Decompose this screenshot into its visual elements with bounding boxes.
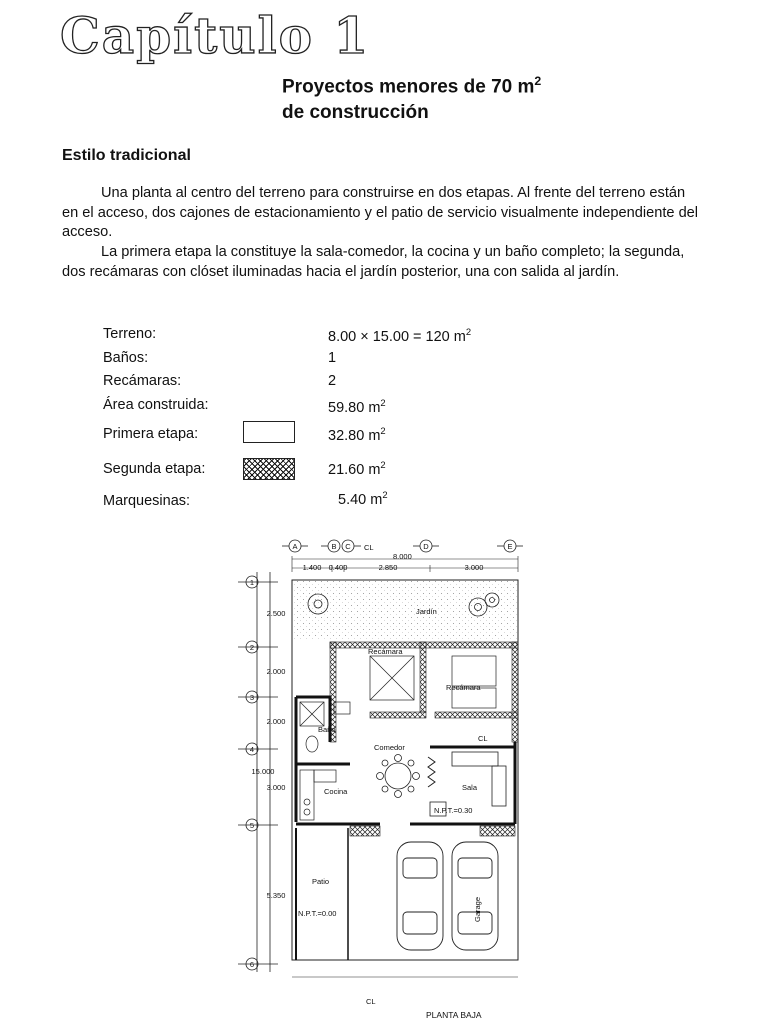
spec-label-area: Área construida: bbox=[103, 397, 209, 413]
spec-value-etapa2: 21.60 $m^2$ bbox=[328, 459, 386, 478]
dim-total-length: 15.000 bbox=[251, 767, 275, 776]
paragraph-1-text: Una planta al centro del terreno para construirse en dos etapas. Al frente del terreno están en el acceso, dos cajones de estacionamiento y el patio de servicio visualmente independiente del acceso. bbox=[62, 185, 699, 241]
room-patio: Patio bbox=[312, 877, 330, 886]
dim-left-4: 3.000 bbox=[266, 783, 286, 792]
title-prefix: Proyectos menores de 70 m bbox=[282, 76, 535, 98]
spec-label-terreno: Terreno: bbox=[103, 326, 157, 342]
dim-top-3: 2.850 bbox=[378, 563, 398, 572]
room-sala: Sala bbox=[462, 783, 478, 792]
spec-value-recamaras: 2 bbox=[328, 373, 337, 389]
axis-e: E bbox=[507, 542, 513, 551]
room-bano: Baño bbox=[318, 725, 336, 734]
axis-5: 5 bbox=[249, 821, 255, 830]
paragraph-2-text: La primera etapa la constituye la sala-comedor, la cocina y un baño completo; la segunda, dos recámaras con clóset iluminadas hacia el jardín posterior, una con salida al jardín. bbox=[62, 244, 685, 280]
dim-total-width: 8.000 bbox=[393, 552, 412, 561]
garden-area bbox=[293, 581, 517, 641]
room-comedor: Comedor bbox=[374, 743, 405, 752]
spec-label-etapa2: Segunda etapa: bbox=[103, 461, 206, 477]
dining-table-icon bbox=[377, 755, 420, 798]
axis-c: C bbox=[345, 542, 351, 551]
page-title-line1 bbox=[282, 74, 541, 98]
spec-value-etapa1: 32.80 $m^2$ bbox=[328, 425, 386, 444]
plan-title: PLANTA BAJA bbox=[426, 1010, 482, 1020]
room-cocina: Cocina bbox=[324, 787, 348, 796]
page-title-line2: de construcción bbox=[282, 102, 429, 123]
room-recamara-2: Recámara bbox=[446, 683, 481, 692]
title-sup: 2 bbox=[534, 74, 542, 88]
plant-icon bbox=[428, 757, 435, 787]
axis-letters bbox=[282, 540, 523, 552]
level-mark-patio: N.P.T.=0.00 bbox=[298, 909, 337, 918]
legend-swatch-second-stage bbox=[243, 458, 295, 480]
room-recamara-1: Recámara bbox=[368, 647, 403, 656]
spec-value-banos: 1 bbox=[328, 350, 337, 366]
spec-label-banos: Baños: bbox=[103, 350, 149, 366]
dim-top-1: 1.400 bbox=[302, 563, 322, 572]
room-garage: Garage bbox=[473, 896, 482, 922]
room-jardin: Jardín bbox=[416, 607, 437, 616]
spec-label-etapa1: Primera etapa: bbox=[103, 426, 199, 442]
spec-value-terreno: 8.00 × 15.00 = 120 $m^2$ bbox=[328, 326, 472, 345]
dim-top-4: 3.000 bbox=[464, 563, 484, 572]
axis-d: D bbox=[423, 542, 429, 551]
axis-6: 6 bbox=[249, 960, 255, 969]
room-cl: CL bbox=[478, 734, 488, 743]
axis-b: B bbox=[331, 542, 337, 551]
bed-icon bbox=[370, 656, 496, 708]
spec-value-marquesinas: 5.40 $m^2$ bbox=[338, 489, 388, 508]
cl-top-label: CL bbox=[364, 543, 374, 552]
floor-plan bbox=[230, 532, 530, 1022]
axis-4: 4 bbox=[249, 745, 255, 754]
dim-left-3: 2.000 bbox=[266, 717, 286, 726]
axis-3: 3 bbox=[249, 693, 255, 702]
dim-top-2: 0.400 bbox=[328, 563, 348, 572]
axis-1: 1 bbox=[249, 578, 255, 587]
chapter-title: Capítulo 1 bbox=[60, 6, 371, 65]
section-heading: Estilo tradicional bbox=[62, 147, 191, 164]
cl-bottom-label: CL bbox=[366, 997, 376, 1006]
legend-swatch-first-stage bbox=[243, 421, 295, 443]
paragraph-1 bbox=[62, 184, 702, 243]
spec-value-area: 59.80 $m^2$ bbox=[328, 397, 386, 416]
level-mark: N.P.T.=0.30 bbox=[434, 806, 473, 815]
marquee-area bbox=[350, 826, 515, 836]
dim-left-2: 2.000 bbox=[266, 667, 286, 676]
car-icon bbox=[397, 842, 498, 950]
spec-label-marquesinas: Marquesinas: bbox=[103, 493, 191, 509]
axis-2: 2 bbox=[249, 643, 255, 652]
axis-a: A bbox=[292, 542, 298, 551]
dim-left-1: 2.500 bbox=[266, 609, 286, 618]
paragraph-2 bbox=[62, 243, 702, 282]
spec-label-recamaras: Recámaras: bbox=[103, 373, 182, 389]
dim-left-5: 5.350 bbox=[266, 891, 286, 900]
